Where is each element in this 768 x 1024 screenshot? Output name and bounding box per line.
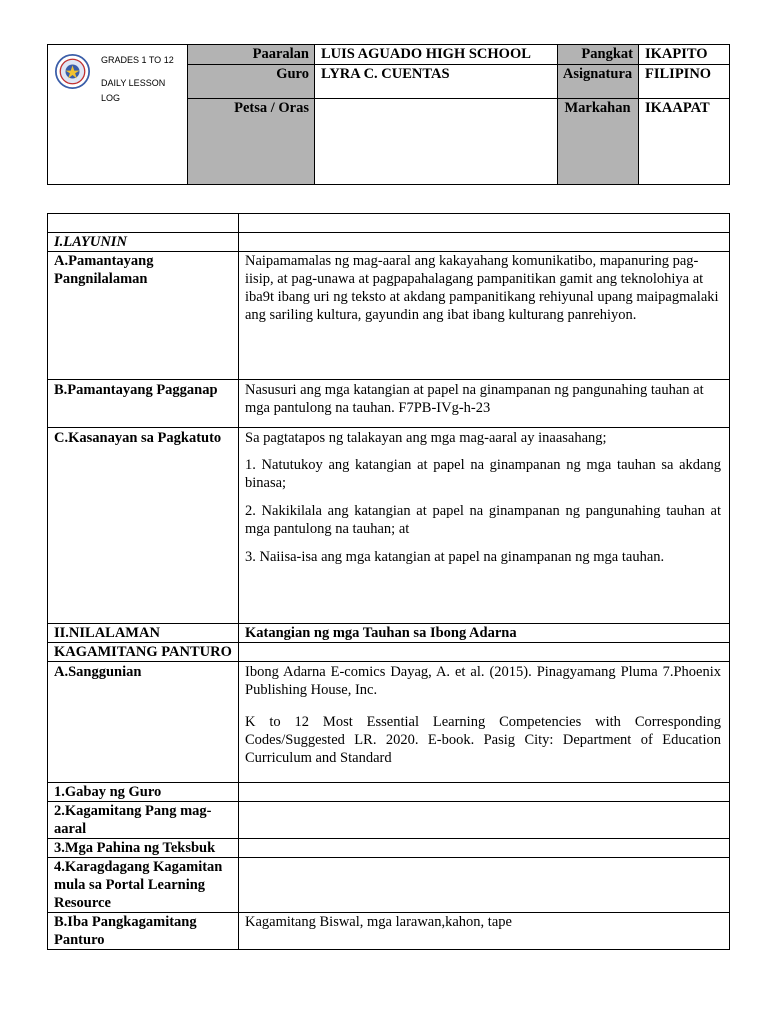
blank-cell: [239, 643, 730, 662]
petsa-oras-label: Petsa / Oras: [188, 99, 315, 185]
paaralan-label: Paaralan: [188, 45, 315, 65]
blank-cell: [239, 802, 730, 839]
iba-pangkagamitang-panturo-text: Kagamitang Biswal, mga larawan,kahon, tape: [239, 913, 730, 950]
kasanayan-item: 3. Naiisa-isa ang mga katangian at papel na ginampanan ng mga tauhan.: [245, 549, 665, 565]
blank-cell: [48, 214, 239, 233]
pangkat-label: Pangkat: [558, 45, 639, 65]
iba-pangkagamitang-panturo-label: B.Iba Pangkagamitang Panturo: [48, 913, 239, 950]
gabay-ng-guro-label: 1.Gabay ng Guro: [48, 783, 239, 802]
karagdagang-kagamitan-label: 4.Karagdagang Kagamitan mula sa Portal Learning Resource: [48, 858, 239, 913]
kasanayan-item: 2. Nakikilala ang katangian at papel na ginampanan ng pangunahing tauhan at mga pantulong na tauhan; at: [245, 503, 721, 537]
blank-cell: [239, 783, 730, 802]
blank-cell: [239, 839, 730, 858]
header-table: [47, 44, 730, 185]
nilalaman-text: Katangian ng mga Tauhan sa Ibong Adarna: [239, 624, 730, 643]
blank-cell: [239, 233, 730, 252]
layunin-heading: I.LAYUNIN: [48, 233, 239, 252]
markahan-label: Markahan: [558, 99, 639, 185]
sanggunian-content: [239, 662, 730, 783]
kagamitang-panturo-heading: KAGAMITANG PANTURO: [48, 643, 239, 662]
blank-cell: [239, 858, 730, 913]
logo-cell: [48, 45, 188, 185]
blank-cell: [239, 214, 730, 233]
kasanayan-sa-pagkatuto-label: C.Kasanayan sa Pagkatuto: [48, 428, 239, 624]
markahan-value: IKAAPAT: [639, 99, 730, 185]
asignatura-value: FILIPINO: [639, 65, 730, 99]
kagamitang-mag-aaral-label: 2.Kagamitang Pang mag-aaral: [48, 802, 239, 839]
pamantayang-pangnilalaman-label: A.Pamantayang Pangnilalaman: [48, 252, 239, 380]
sanggunian-label: A.Sanggunian: [48, 662, 239, 783]
pamantayang-pagganap-label: B.Pamantayang Pagganap: [48, 380, 239, 428]
pamantayang-pangnilalaman-text: Naipamamalas ng mag-aaral ang kakayahang komunikatibo, mapanuring pag-iisip, at pag-unawa at pagpapahalagang pampanitikan gamit ang teknolohiya at iba9t ibang uri ng teksto at akdang pampanitikang rehiyunal upang maipagmalaki ang sariling kultura, gayundin ang ibat ibang kulturang panrehiyon.: [239, 252, 730, 380]
guro-label: Guro: [188, 65, 315, 99]
grades-label: GRADES 1 TO 12: [101, 55, 174, 65]
petsa-oras-value: [315, 99, 558, 185]
sanggunian-reference: Ibong Adarna E-comics Dayag, A. et al. (2015). Pinagyamang Pluma 7.Phoenix Publishing House, Inc.: [245, 664, 721, 698]
deped-seal-icon: [55, 54, 90, 89]
sanggunian-reference: K to 12 Most Essential Learning Competencies with Corresponding Codes/Suggested LR. 2020. E-book. Pasig City: Department of Education Curriculum and Standard: [245, 714, 721, 766]
paaralan-value: LUIS AGUADO HIGH SCHOOL: [315, 45, 558, 65]
pamantayang-pagganap-text: Nasusuri ang mga katangian at papel na ginampanan ng pangunahing tauhan at mga pantulong na tauhan. F7PB-IVg-h-23: [239, 380, 730, 428]
daily-lesson-log-label: DAILY LESSON LOG: [101, 78, 166, 103]
kasanayan-sa-pagkatuto-content: [239, 428, 730, 624]
lesson-plan-table: [47, 213, 730, 950]
pahina-ng-teksbuk-label: 3.Mga Pahina ng Teksbuk: [48, 839, 239, 858]
nilalaman-heading: II.NILALAMAN: [48, 624, 239, 643]
guro-value: LYRA C. CUENTAS: [315, 65, 558, 99]
kasanayan-item: 1. Natutukoy ang katangian at papel na ginampanan ng mga tauhan sa akdang binasa;: [245, 457, 721, 491]
pangkat-value: IKAPITO: [639, 45, 730, 65]
asignatura-label: Asignatura: [558, 65, 639, 99]
kasanayan-intro: Sa pagtatapos ng talakayan ang mga mag-aaral ay inaasahang;: [245, 430, 607, 446]
